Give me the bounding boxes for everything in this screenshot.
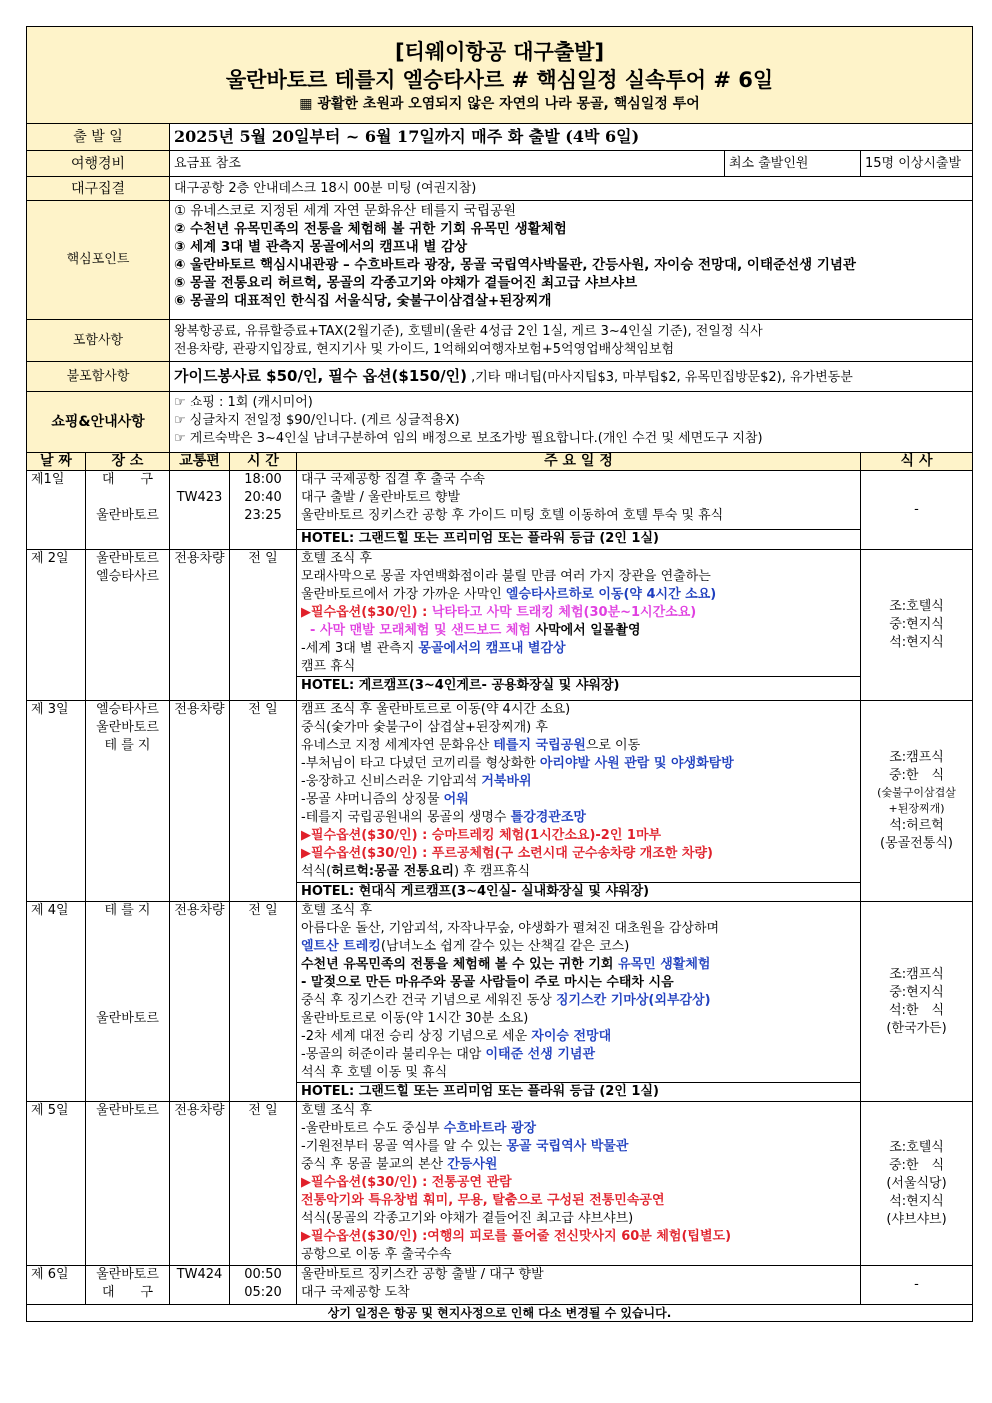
highlight: 톨강경관조망 [510,810,586,825]
place: 대 구 [101,1285,154,1300]
highlight: 낙타타고 사막 트래킹 체험(30분~1시간소요) [431,605,697,620]
option-line: ▶필수옵션($30/인) : 승마트레킹 체험(1시간소요)-2인 1마부 [301,828,662,843]
place: 엘승타사르 [96,702,159,717]
text: 중식 후 징기스칸 건국 기념으로 세워진 동상 [301,993,556,1008]
schedule-line: 캠프 조식 후 울란바토르로 이동(약 4시간 소요) [301,702,571,717]
place: 테 를 지 [104,738,151,753]
col-meal: 식 사 [861,453,973,471]
footer-row [27,1305,973,1322]
meal: (샤브샤브) [886,1211,947,1227]
shop-line: ☞ 쇼핑 : 1회 (캐시미어) [174,395,313,410]
place: 울란바토르 [96,508,159,523]
time: 전 일 [230,550,297,701]
text: ) 후 캠프휴식 [453,864,531,879]
hotel-line: HOTEL: 게르캠프(3~4인게르- 공용화장실 및 샤워장) [297,676,860,695]
day-row-4 [27,902,973,1102]
time: 20:40 [244,490,282,505]
shop-label: 쇼핑&안내사항 [27,392,170,453]
meal: 석:허르헉 [889,818,944,833]
place: 울란바토르 [96,720,159,735]
incl-line: 왕복항공료, 유류할증료+TAX(2월기준), 호텔비(울란 4성급 2인 1실, 게르 3~4인실 기준), 전일정 식사 [174,323,763,339]
shop-line: ☞ 게르숙박은 3~4인실 남녀구분하여 임의 배정으로 보조가방 필요합니다.(개인 수건 및 세면도구 지참) [174,431,763,446]
schedule-line [301,737,856,755]
incl-row [27,320,973,362]
col-transport: 교통편 [170,453,230,471]
itinerary-table [26,26,973,1322]
text: -몽골 샤머니즘의 상징물 [301,792,444,807]
col-schedule: 주 요 일 정 [297,453,861,471]
transport: TW423 [170,471,230,550]
highlight: 테를지 국립공원 [493,738,586,753]
min-value: 15명 이상시출발 [861,151,973,177]
schedule-line [301,956,856,974]
text: (남녀노소 쉽게 갈수 있는 산책길 같은 코스) [380,939,630,954]
schedule-line: 대구 국제공항 집결 후 출국 수속 [301,472,485,487]
option-line: 전통악기와 특유창법 훠미, 무용, 탈춤으로 구성된 전통민속공연 [301,1193,665,1208]
cost-row [27,151,973,177]
schedule-line: 모래사막으로 몽골 자연백화점이라 불릴 만큼 여러 가지 장관을 연출하는 [301,569,711,584]
meal: 중:한 식 [888,1157,945,1173]
excl-bold: 가이드봉사료 $50/인, 필수 옵션($150/인) [174,366,467,385]
meal: 조:호텔식 [889,599,944,614]
schedule-line: 캠프 휴식 [301,659,356,674]
place [90,489,165,507]
schedule-line [301,773,856,791]
day-label: 제1일 [27,471,86,550]
schedule-line [301,604,856,622]
excl-row [27,362,973,392]
highlight: 몽골 국립역사 박물관 [506,1139,629,1154]
day-label: 제 4일 [27,902,86,1102]
day-row-6 [27,1266,973,1305]
meal: 석:한 식 [888,1002,945,1018]
schedule-line [301,586,856,604]
title-line1: [티웨이항공 대구출발] [394,40,605,64]
incl-label: 포함사항 [27,320,170,362]
title-line2: 울란바토르 테를지 엘승타사르 # 핵심일정 실속투어 # 6일 [225,68,774,92]
time: 05:20 [244,1285,282,1300]
point-item: ⑥ 몽골의 대표적인 한식집 서울식당, 숯불구이삼겹살+된장찌개 [174,293,552,309]
text: -울란바토르 수도 중심부 [301,1121,444,1136]
transport: 전용차량 [170,550,230,701]
text: -기원전부터 몽골 역사를 알 수 있는 [301,1139,507,1154]
highlight: 수흐바트라 광장 [443,1121,537,1136]
itinerary-page [26,26,972,1322]
time: 18:00 [244,472,282,487]
schedule-line: 대구 출발 / 울란바토르 향발 [301,490,461,505]
highlight: 어워 [443,792,469,807]
schedule-line: 호텔 조식 후 [301,1103,373,1118]
text: 수천년 유목민족의 전통을 체험해 볼 수 있는 귀한 기회 [301,957,619,972]
schedule-line [301,1156,856,1174]
transport: 전용차량 [170,1102,230,1266]
schedule-line [301,791,856,809]
highlight: 엘승타사르하로 이동(약 4시간 소요) [505,587,717,602]
points-label: 핵심포인트 [27,201,170,320]
schedule-line [301,1120,856,1138]
text: -웅장하고 신비스러운 기암괴석 [301,774,482,789]
cost-value: 요금표 참조 [170,151,725,177]
highlight: 유목민 생활체험 [618,957,711,972]
day-label: 제 6일 [27,1266,86,1305]
day-label: 제 3일 [27,701,86,902]
option: ▶필수옵션($30/인) : [301,605,432,620]
column-header-row [27,453,973,471]
highlight: 몽골에서의 캠프내 별감상 [418,641,566,656]
meal: 석:현지식 [889,1193,944,1209]
departure-label: 출 발 일 [27,124,170,151]
points-row [27,201,973,320]
schedule-line [301,622,856,640]
day-row-3 [27,701,973,902]
schedule-line: 대구 국제공항 도착 [301,1285,410,1300]
meal: 조:캠프식 [889,750,944,765]
highlight: 엘트산 트레킹 [301,939,381,954]
excl-rest: ,기타 매너팁(마사지팁$3, 마부팁$2, 유목민집방문$2), 유가변동분 [466,369,853,385]
hotel-line: HOTEL: 현대식 게르캠프(3~4인실- 실내화장실 및 샤워장) [297,882,860,901]
time: 전 일 [230,701,297,902]
text: 석식( [301,864,332,879]
schedule-line: 호텔 조식 후 [301,551,373,566]
place: 울란바토르 [96,1267,159,1282]
text: 으로 이동 [585,738,641,753]
highlight: 이태준 선생 기념관 [485,1047,596,1062]
highlight: 자이승 전망대 [531,1029,612,1044]
meal: +된장찌개) [888,802,945,815]
highlight: 간등사원 [447,1157,498,1172]
meal: (몽골전통식) [880,836,953,851]
meal: - [861,471,973,550]
text: 사막에서 일몰촬영 [530,623,641,638]
meal: 조:캠프식 [889,966,944,982]
time: 전 일 [230,902,297,1102]
schedule-line [301,1046,856,1064]
meal: 조:호텔식 [889,1139,944,1155]
excl-label: 불포함사항 [27,362,170,392]
min-label: 최소 출발인원 [725,151,861,177]
transport: 전용차량 [170,701,230,902]
day-row-2 [27,550,973,701]
place: 테 를 지 [104,903,151,918]
point-item: ④ 울란바토르 핵심시내관광 – 수흐바트라 광장, 몽골 국립역사박물관, 간등사원, 자이승 전망대, 이태준선생 기념관 [174,257,856,273]
time: 00:50 [244,1267,282,1282]
title-row [27,27,973,124]
text: 중식 후 몽골 불교의 본산 [301,1157,448,1172]
time: 전 일 [230,1102,297,1266]
place: 울란바토르 [96,1103,159,1118]
schedule-line [301,938,856,956]
meal: - [861,1266,973,1305]
day-label: 제 5일 [27,1102,86,1266]
text: 울란바토르에서 가장 가까운 사막인 [301,587,506,602]
departure-row [27,124,973,151]
meal: (한국가든) [886,1020,947,1036]
schedule-line: - 말젖으로 만든 마유주와 몽골 사람들이 주로 마시는 수태차 시음 [301,975,674,990]
transport: 전용차량 [170,902,230,1102]
text: -2차 세계 대전 승리 상징 기념으로 세운 [301,1029,532,1044]
hotel-line: HOTEL: 그랜드힐 또는 프리미엄 또는 플라워 등급 (2인 1실) [297,1082,860,1101]
place: 엘승타사르 [96,569,159,584]
shop-row [27,392,973,453]
highlight: - 사막 맨발 모래체험 및 샌드보드 체험 [301,623,531,638]
place: 대 구 [101,472,154,487]
text: 유네스코 지정 세계자연 문화유산 [301,738,494,753]
highlight: 아리야발 사원 관람 및 야생화탐방 [539,756,734,771]
schedule-line: 호텔 조식 후 [301,903,373,918]
schedule-line [301,863,856,881]
title-subtitle: ▦ 광활한 초원과 오염되지 않은 자연의 나라 몽골, 핵심일정 투어 [299,96,700,112]
transport: TW424 [170,1266,230,1305]
schedule-line: 석식 후 호텔 이동 및 휴식 [301,1065,448,1080]
schedule-line [301,1138,856,1156]
day-row-1 [27,471,973,550]
text: -테를지 국립공원내의 몽골의 생명수 [301,810,511,825]
schedule-line [301,640,856,658]
schedule-line [301,992,856,1010]
departure-value: 2025년 5월 20일부터 ~ 6월 17일까지 매주 화 출발 (4박 6일) [170,124,973,151]
schedule-line: 아름다운 돌산, 기암괴석, 자작나무숲, 야생화가 펼쳐진 대초원을 감상하며 [301,921,720,936]
meal: 중:현지식 [889,984,944,1000]
footer-note: 상기 일정은 항공 및 현지사정으로 인해 다소 변경될 수 있습니다. [27,1305,973,1322]
incl-line: 전용차량, 관광지입장료, 현지기사 및 가이드, 1억해외여행자보험+5억영업배상책임보험 [174,341,675,357]
point-item: ③ 세계 3대 별 관측지 몽골에서의 캠프내 별 감상 [174,239,468,255]
schedule-line [301,755,856,773]
option-line: ▶필수옵션($30/인) : 푸르공체험(구 소련시대 군수송차량 개조한 차량) [301,846,713,861]
schedule-line: 중식(숯가마 숯불구이 삼겹살+된장찌개) 후 [301,720,548,735]
meal: 중:한 식 [888,768,945,783]
meet-label: 대구집결 [27,177,170,201]
meet-value: 대구공항 2층 안내데스크 18시 00분 미팅 (여권지참) [170,177,973,201]
schedule-line: 공항으로 이동 후 출국수속 [301,1247,452,1262]
schedule-line: 석식(몽골의 각종고기와 야채가 곁들어진 최고급 샤브샤브) [301,1211,634,1226]
meal: 석:현지식 [889,635,944,650]
schedule-line [301,1028,856,1046]
option-line: ▶필수옵션($30/인) : 전통공연 관람 [301,1175,512,1190]
schedule-line: 울란바토르 징키스칸 공항 후 가이드 미팅 호텔 이동하여 호텔 투숙 및 휴식 [301,508,724,523]
schedule-line: 울란바토르 징키스칸 공항 출발 / 대구 향발 [301,1267,544,1282]
schedule-line [301,809,856,827]
option-line: ▶필수옵션($30/인) :여행의 피로를 풀어줄 전신맛사지 60분 체험(팁별도) [301,1229,732,1244]
highlight: 거북바위 [481,774,532,789]
highlight: 징기스칸 기마상(외부감상) [555,993,711,1008]
day-label: 제 2일 [27,550,86,701]
schedule-line: 울란바토르로 이동(약 1시간 30분 소요) [301,1011,529,1026]
text: -몽골의 허준이라 불리우는 대암 [301,1047,486,1062]
meal: (서울식당) [886,1175,947,1191]
point-item: ① 유네스코로 지정된 세계 자연 문화유산 테를지 국립공원 [174,203,517,219]
meal: (숯불구이삼겹살 [877,786,956,799]
time: 23:25 [244,508,282,523]
col-place: 장 소 [86,453,170,471]
day-row-5 [27,1102,973,1266]
text: -세계 3대 별 관측지 [301,641,419,656]
point-item: ⑤ 몽골 전통요리 허르헉, 몽골의 각종고기와 야채가 곁들어진 최고급 샤브샤브 [174,275,638,291]
meal: 중:현지식 [889,617,944,632]
hotel-line: HOTEL: 그랜드힐 또는 프리미엄 또는 플라워 등급 (2인 1실) [297,529,860,548]
point-item: ② 수천년 유목민족의 전통을 체험해 볼 귀한 기회 유목민 생활체험 [174,221,567,237]
cost-label: 여행경비 [27,151,170,177]
place: 울란바토르 [96,1011,159,1026]
text: 허르헉:몽골 전통요리 [331,864,454,879]
col-time: 시 간 [230,453,297,471]
place: 울란바토르 [96,551,159,566]
col-day: 날 짜 [27,453,86,471]
text: -부처님이 타고 다녔던 코끼리를 형상화한 [301,756,540,771]
meet-row [27,177,973,201]
shop-line: ☞ 싱글차지 전일정 $90/인니다. (게르 싱글적용X) [174,413,460,428]
